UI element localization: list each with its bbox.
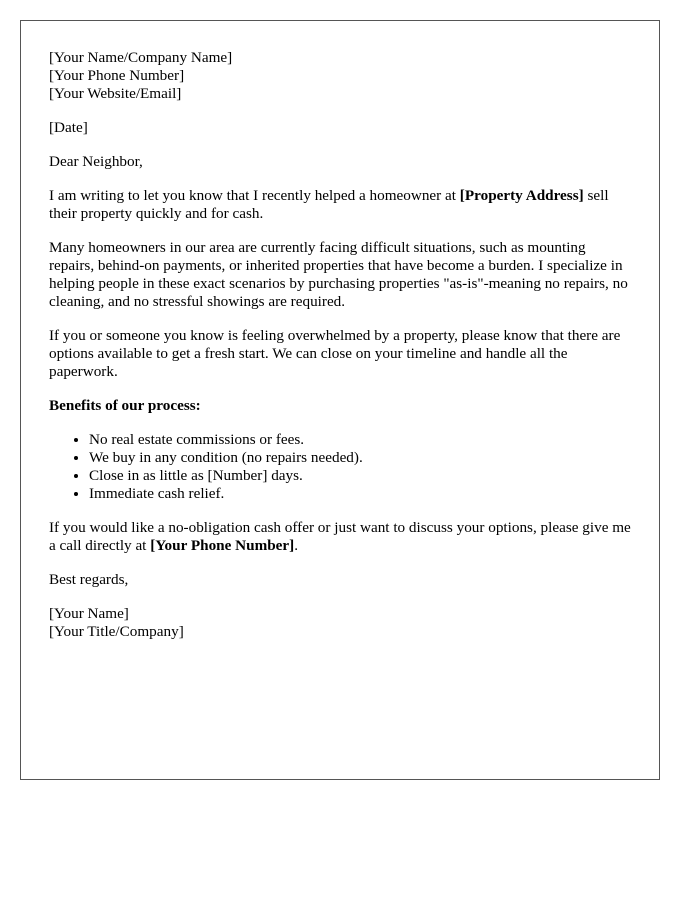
paragraph-call-to-action (49, 519, 631, 555)
paragraph-cta-text-before: If you would like a no-obligation cash offer or just want to discuss your options, please give me a call directly at (49, 519, 631, 554)
benefits-list-item: • We buy in any condition (no repairs needed). (89, 449, 631, 467)
salutation: Dear Neighbor, (49, 153, 143, 170)
sender-block (49, 49, 631, 103)
benefits-list-item: • Immediate cash relief. (89, 485, 631, 503)
sender-website-email: [Your Website/Email] (49, 85, 182, 102)
benefits-list (49, 431, 631, 503)
paragraph-situations: Many homeowners in our area are currently facing difficult situations, such as mounting repairs, behind-on payments, or inherited properties that have become a burden. I specialize in helping people in these exact scenarios by purchasing properties "as-is"-meaning no repairs, no cleaning, and no stressful showings are required. (49, 239, 628, 310)
closing: Best regards, (49, 571, 129, 588)
paragraph-intro-text-after: sell their property quickly and for cash. (49, 187, 609, 222)
signature-title-company: [Your Title/Company] (49, 623, 184, 640)
sender-name-company: [Your Name/Company Name] (49, 49, 233, 66)
paragraph-intro-text-before: I am writing to let you know that I recently helped a homeowner at (49, 187, 460, 204)
benefits-list-item: • Close in as little as [Number] days. (89, 467, 631, 485)
paragraph-options: If you or someone you know is feeling overwhelmed by a property, please know that there are options available to get a fresh start. We can close on your timeline and handle all the paperwork. (49, 327, 621, 380)
paragraph-cta-text-after: . (294, 537, 298, 554)
property-address-placeholder: [Property Address] (459, 187, 584, 204)
letter-page (20, 20, 660, 780)
signature-block (49, 605, 631, 641)
benefits-list-item: • No real estate commissions or fees. (89, 431, 631, 449)
benefits-heading: Benefits of our process: (49, 397, 201, 414)
letter-date: [Date] (49, 119, 88, 136)
signature-name: [Your Name] (49, 605, 129, 622)
sender-phone: [Your Phone Number] (49, 67, 185, 84)
paragraph-intro (49, 187, 631, 223)
phone-number-placeholder: [Your Phone Number] (150, 537, 295, 554)
